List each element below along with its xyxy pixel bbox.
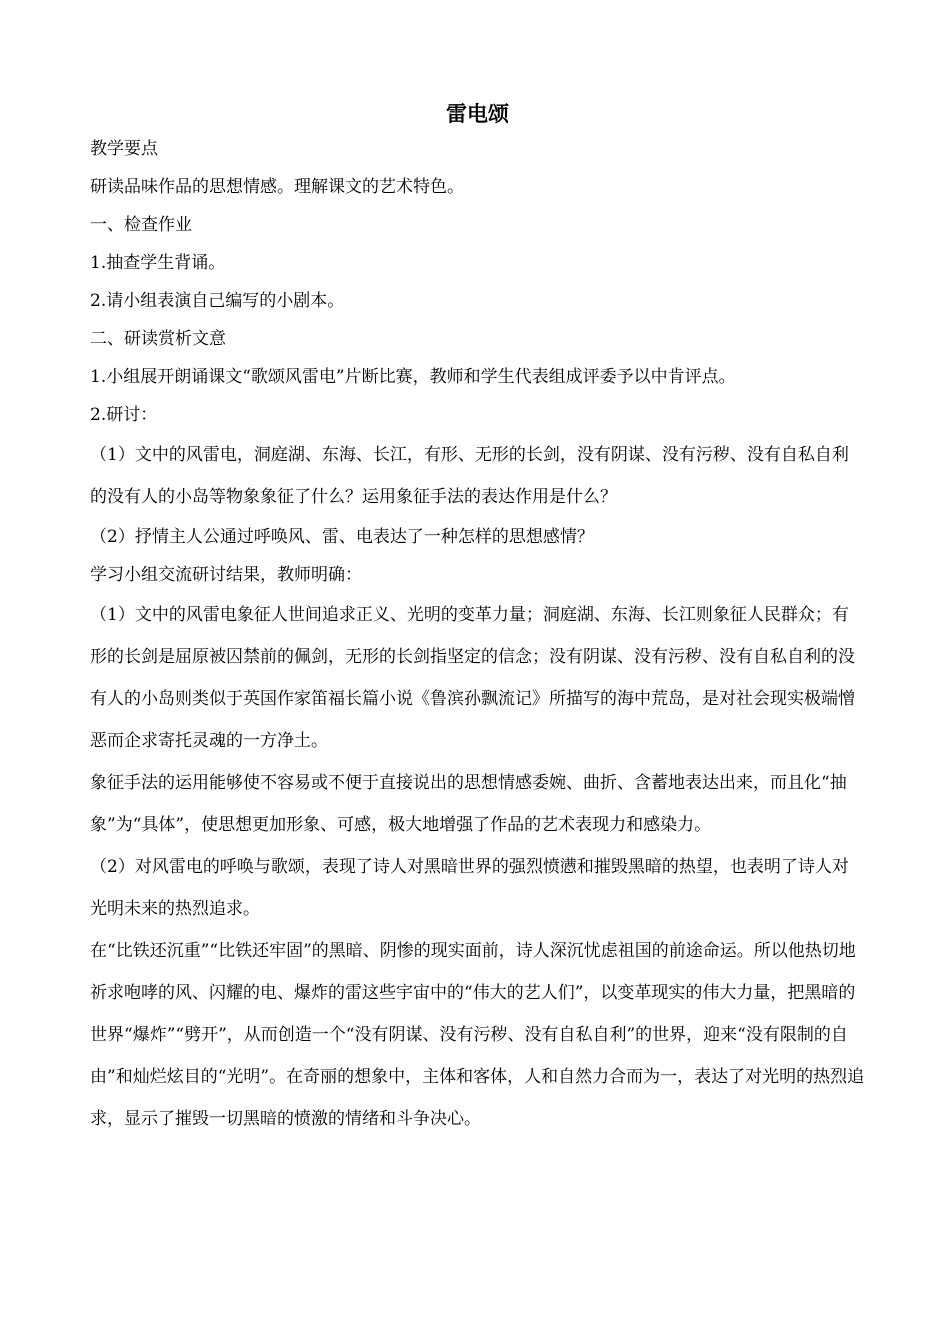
- homework-item-1: 1.抽查学生背诵。: [90, 253, 226, 273]
- analysis-item-1: 1.小组展开朗诵课文“歌颂风雷电”片断比赛，教师和学生代表组成评委予以中肯评点。: [90, 367, 736, 387]
- answer-1-symbolism: 象征手法的运用能够使不容易或不便于直接说出的思想情感委婉、曲折、含蓄地表达出来，而且化“抽象”为“具体”，使思想更加形象、可感，极大地增强了作品的艺术表现力和感染力。: [90, 773, 847, 835]
- discussion-question-1: （1）文中的风雷电，洞庭湖、东海、长江，有形、无形的长剑，没有阴谋、没有污秽、没有自私自利的没有人的小岛等物象象征了什么？运用象征手法的表达作用是什么？: [90, 445, 849, 507]
- document-page: [90, 98, 865, 1140]
- page-title: 雷电颂: [446, 102, 509, 126]
- homework-item-2: 2.请小组表演自己编写的小剧本。: [90, 291, 345, 311]
- answer-2-elaboration: 在“比铁还沉重”“比铁还牢固”的黑暗、阴惨的现实面前，诗人深沉忧虑祖国的前途命运。所以他热切地祈求咆哮的风、闪耀的电、爆炸的雷这些宇宙中的“伟大的艺人们”，以变革现实的伟大力量，把黑暗的世界“爆炸”“劈开”，从而创造一个“没有阴谋、没有污秽、没有自私自利”的世界，迎来“没有限制的自由”和灿烂炫目的“光明”。在奇丽的想象中，主体和客体，人和自然力合而为一，表达了对光明的热烈追求，显示了摧毁一切黑暗的愤激的情绪和斗争决心。: [90, 941, 865, 1129]
- discussion-question-2: （2）抒情主人公通过呼唤风、雷、电表达了一种怎样的思想感情？: [90, 527, 594, 547]
- discussion-result-intro: 学习小组交流研讨结果，教师明确：: [90, 565, 362, 585]
- teaching-points-text: 研读品味作品的思想情感。理解课文的艺术特色。: [90, 177, 464, 197]
- answer-2: （2）对风雷电的呼唤与歌颂，表现了诗人对黑暗世界的强烈愤懑和摧毁黑暗的热望，也表明了诗人对光明未来的热烈追求。: [90, 857, 849, 919]
- section-heading-check-homework: 一、检查作业: [90, 215, 192, 235]
- analysis-item-2: 2.研讨：: [90, 405, 158, 425]
- section-heading-teaching-points: 教学要点: [90, 139, 158, 159]
- section-heading-study-analysis: 二、研读赏析文意: [90, 329, 226, 349]
- answer-1: （1）文中的风雷电象征人世间追求正义、光明的变革力量；洞庭湖、东海、长江则象征人民群众；有形的长剑是屈原被囚禁前的佩剑，无形的长剑指坚定的信念；没有阴谋、没有污秽、没有自私自利的没有人的小岛则类似于英国作家笛福长篇小说《鲁滨孙飘流记》所描写的海中荒岛，是对社会现实极端憎恶而企求寄托灵魂的一方净土。: [90, 605, 855, 751]
